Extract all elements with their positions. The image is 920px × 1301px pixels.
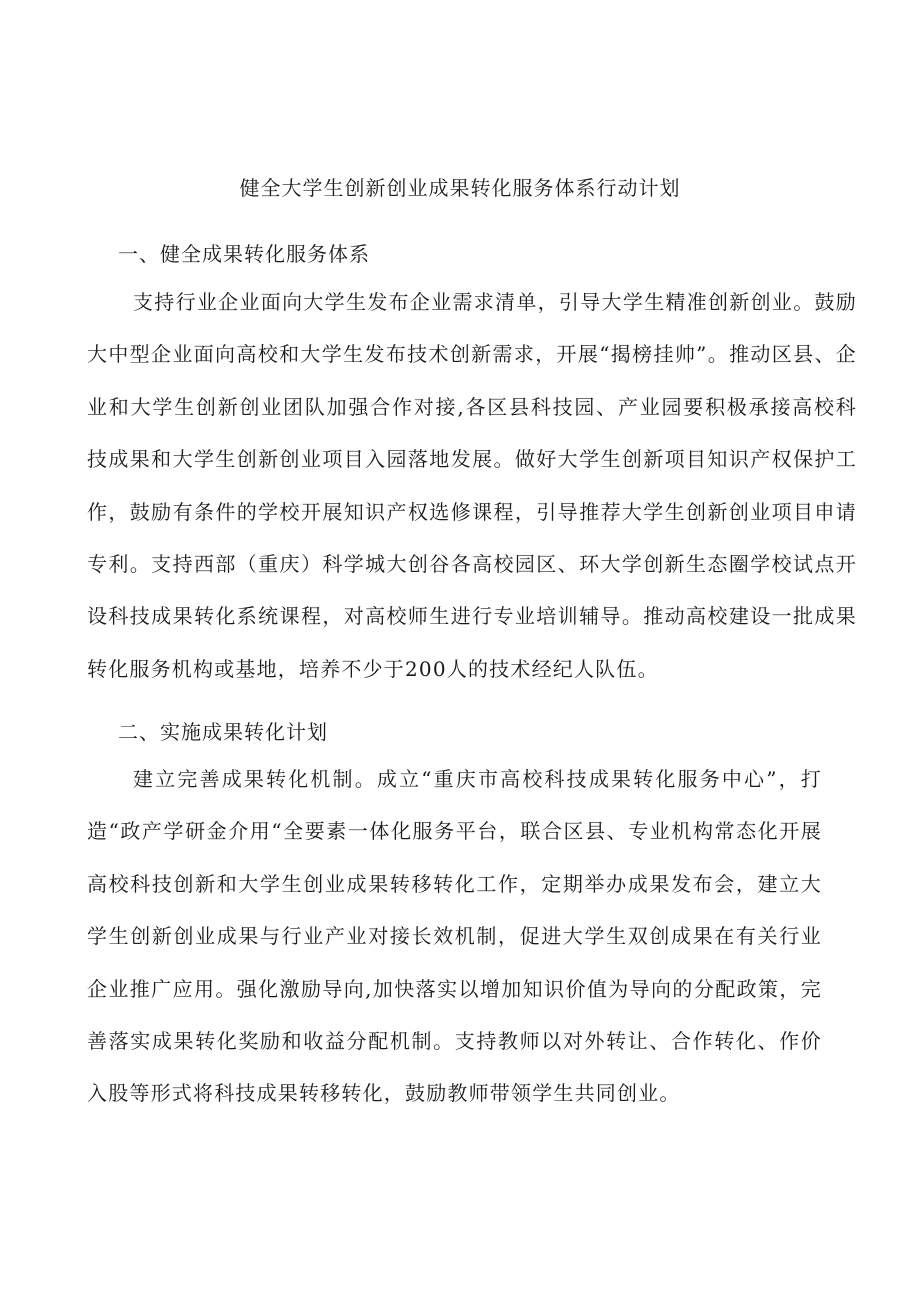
section-heading-1: 一、健全成果转化服务体系 [118, 242, 370, 266]
document-title: 健全大学生创新创业成果转化服务体系行动计划 [239, 176, 681, 200]
section-paragraph-2: 建立完善成果转化机制。成立“重庆市高校科技成果转化服务中心”，打造“政产学研金介用“全要素一体化服务平台，联合区县、专业机构常态化开展高校科技创新和大学生创业成果转移转化工作，定期举办成果发布会，建立大学生创新创业成果与行业产业对接长效机制，促进大学生双创成果在有关行业企业推广应用。强化激励导向,加快落实以增加知识价值为导向的分配政策，完善落实成果转化奖励和收益分配机制。支持教师以对外转让、合作转化、作价入股等形式将科技成果转移转化，鼓励教师带领学生共同创业。 [87, 767, 822, 1106]
section-heading-2: 二、实施成果转化计划 [118, 720, 328, 744]
section-paragraph-1: 支持行业企业面向大学生发布企业需求清单，引导大学生精准创新创业。鼓励大中型企业面向高校和大学生发布技术创新需求，开展“揭榜挂帅”。推动区县、企业和大学生创新创业团队加强合作对接,各区县科技园、产业园要积极承接高校科技成果和大学生创新创业项目入园落地发展。做好大学生创新项目知识产权保护工作，鼓励有条件的学校开展知识产权选修课程，引导推荐大学生创新创业项目申请专利。支持西部（重庆）科学城大创谷各高校园区、环大学创新生态圈学校试点开设科技成果转化系统课程，对高校师生进行专业培训辅导。推动高校建设一批成果转化服务机构或基地，培养不少于200人的技术经纪人队伍。 [87, 290, 857, 681]
